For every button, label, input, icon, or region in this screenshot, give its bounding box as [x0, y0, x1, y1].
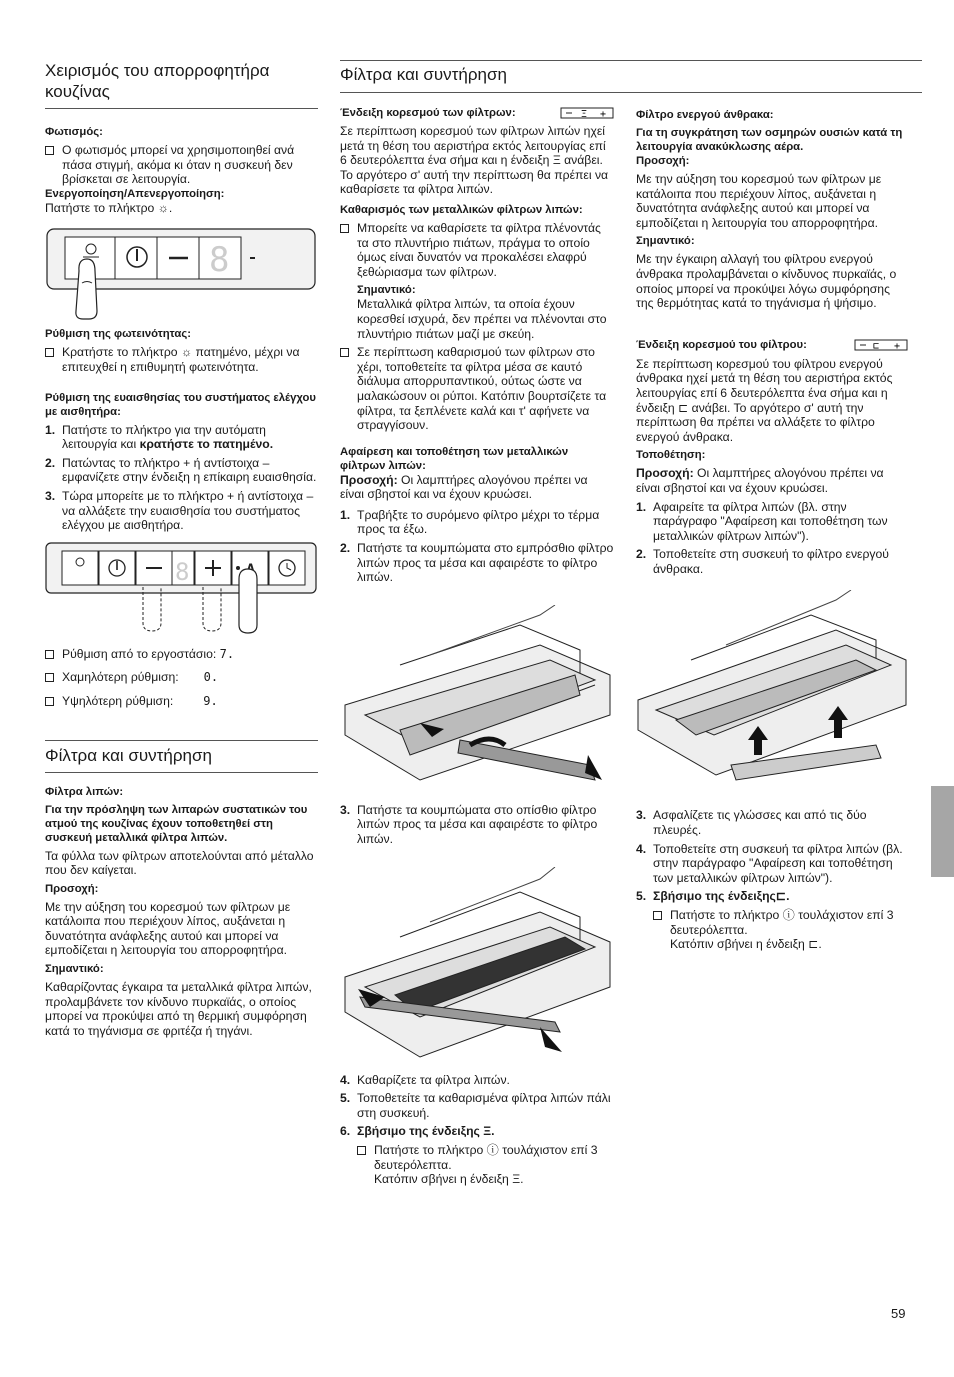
checkbox-bullet-icon	[340, 224, 349, 233]
checkbox-bullet-icon	[340, 348, 349, 357]
checkbox-bullet-icon	[45, 650, 54, 659]
grease-text: Τα φύλλα των φίλτρων αποτελούνται από μέταλλο που δεν καίγεται.	[45, 848, 314, 878]
caution-text: Με την αύξηση του κορεσμού των φίλτρων με κατάλοιπα που περιέχουν λίπος, αυξάνεται η δυνατότητα ανάφλεξης αυτού και μπορεί να εμποδίζεται η λειτουργία του απορροφητήρα.	[45, 899, 291, 958]
sensor-step-1: 1. Πατήστε το πλήκτρο για την αυτόματη λειτουργία και κρατήστε το πατημένο.	[45, 422, 274, 452]
remove-step-3: 3. Πατήστε τα κουμπώματα στο οπίσθιο φίλτρο λιπών προς τα μέσα και αφαιρέστε το φίλτρο λιπών.	[340, 802, 598, 847]
onoff-text: Πατήστε το πλήκτρο ☼.	[45, 200, 173, 215]
lighting-heading: Φωτισμός:	[45, 126, 103, 138]
clean-item-2: Σε περίπτωση καθαρισμού των φίλτρων στο χέρι, τοποθετείτε τα φίλτρα μέσα σε καυτό διάλυμα απορρυπαντικού, ούτως ώστε να μαλακώσουν οι ρύποι. Κατόπιν βουρτσίζετε τα φίλτρα, τα ξεπλένετε καλά και τ' αφήνετε να στραγγίσουν.	[340, 345, 614, 433]
remove-step-4: 4. Καθαρίζετε τα φίλτρα λιπών.	[340, 1072, 510, 1087]
grease-intro: Για την πρόσληψη των λιπαρών συστατικών του ατμού της κουζίνας έχουν τοποθετηθεί στη συσκευή μεταλλικά φίλτρα λιπών.	[45, 803, 308, 844]
fit-step-1: 1. Αφαιρείτε τα φίλτρα λιπών (βλ. στην παράγραφο "Αφαίρεση και τοποθέτηση των μεταλλικών φίλτρων λιπών").	[636, 499, 888, 543]
carbon-intro: Για τη συγκράτηση των οσμηρών ουσιών κατά τη λειτουργία ανακύκλωσης αέρα.	[636, 127, 903, 153]
carbon-important-text: Με την έγκαιρη αλλαγή του φίλτρου ενεργού άνθρακα προλαμβάνεται ο κίνδυνος πυρκαϊάς, ο οποίος μπορεί να προκύψει λόγω συμφόρησης της θερμότητας κατά το τηγάνισμα ή ψήσιμο.	[636, 252, 897, 311]
hood-illustration-rear-filter	[340, 867, 614, 1067]
remove-step-1: 1. Τραβήξτε το συρόμενο φίλτρο μέχρι το τέρμα προς τα έξω.	[340, 507, 600, 537]
brightness-item: Κρατήστε το πλήκτρο ☼ πατημένο, μέχρι να επιτευχθεί η επιθυμητή φωτεινότητα.	[45, 345, 318, 374]
settings-list	[45, 647, 318, 710]
sensor-heading: Ρύθμιση της ευαισθησίας του συστήματος ελέγχου με αισθητήρα:	[45, 391, 316, 418]
column-filters	[340, 106, 614, 1187]
fit-caution: Προσοχή: Οι λαμπτήρες αλογόνου πρέπει να είναι σβηστοί και να έχουν κρυώσει.	[636, 466, 884, 495]
grease-heading: Φίλτρα λιπών:	[45, 785, 124, 798]
column-operation	[45, 60, 318, 1038]
lighting-item: Ο φωτισμός μπορεί να χρησιμοποιηθεί ανά πάσα στιγμή, ακόμα κι όταν η συσκευή δεν βρίσκεται σε λειτουργία.	[45, 143, 318, 187]
carbon-caution-heading: Προσοχή:	[636, 155, 690, 167]
hood-illustration-front-filter	[340, 605, 614, 795]
divider	[340, 60, 922, 61]
checkbox-bullet-icon	[357, 1146, 366, 1155]
checkbox-bullet-icon	[653, 911, 662, 920]
fit-step-2: 2. Τοποθετείτε στη συσκευή το φίλτρο ενεργού άνθρακα.	[636, 547, 889, 576]
sensor-step-3: 3. Τώρα μπορείτε με το πλήκτρο + ή αντίστοιχα – να αλλάξετε την ευαισθησία του συστήματος ελέγχου με αισθητήρα.	[45, 488, 314, 533]
remove-heading: Αφαίρεση και τοποθέτηση των μεταλλικών φίλτρων λιπών:	[340, 445, 569, 472]
svg-text:⊏: ⊏	[873, 340, 880, 352]
sensor-step-2: 2. Πατώντας το πλήκτρο + ή αντίστοιχα – εμφανίζετε στην ένδειξη η επίκαιρη ευαισθησία.	[45, 455, 317, 485]
setting-lowest: Χαμηλότερη ρύθμιση: 0.	[45, 670, 318, 686]
brightness-heading: Ρύθμιση της φωτεινότητας:	[45, 328, 191, 341]
remove-step-6: 6. Σβήσιμο της ένδειξης Ξ.	[340, 1124, 495, 1139]
svg-text:Ξ: Ξ	[581, 109, 588, 120]
carbon-saturation-display-icon	[854, 337, 908, 353]
section-title-operation: Χειρισμός του απορροφητήρα κουζίνας	[45, 61, 270, 101]
important-text: Καθαρίζοντας έγκαιρα τα μεταλλικά φίλτρα λιπών, προλαμβάνετε τον κίνδυνο πυρκαϊάς, ο οποίος μπορεί να προκύψει από τη θερμική συμφόρηση κατά το τηγάνισμα σε φριτέζα ή τηγάνι.	[45, 980, 312, 1038]
clean-important-heading: Σημαντικό:	[357, 284, 416, 297]
setting-factory: Ρύθμιση από το εργοστάσιο: 7.	[45, 647, 318, 663]
setting-highest: Υψηλότερη ρύθμιση: 9.	[45, 694, 318, 710]
checkbox-bullet-icon	[45, 348, 54, 357]
hood-illustration-carbon-filter	[636, 590, 908, 800]
checkbox-bullet-icon	[45, 697, 54, 706]
checkbox-bullet-icon	[45, 673, 54, 682]
fit-step-3: 3. Ασφαλίζετε τις γλώσσες και από τις δύο πλευρές.	[636, 808, 867, 838]
fit-step-4: 4. Τοποθετείτε στη συσκευή τα φίλτρα λιπών (βλ. στην παράγραφο "Αφαίρεση και τοποθέτηση των μεταλλικών φίλτρων λιπών").	[636, 841, 903, 885]
remove-step-2: 2. Πατήστε τα κουμπώματα στο εμπρόσθιο φίλτρο λιπών προς τα μέσα και αφαιρέστε το φίλτρο λιπών.	[340, 541, 614, 585]
checkbox-bullet-icon	[45, 146, 54, 155]
step5-item: Πατήστε το πλήκτρο ⓘ τουλάχιστον επί 3 δευτερόλεπτα. Κατόπιν σβήνει η ένδειξη ⊏.	[636, 908, 908, 952]
onoff-heading: Ενεργοποίηση/Απενεργοποίηση:	[45, 187, 225, 200]
step6-item: Πατήστε το πλήκτρο ⓘ τουλάχιστον επί 3 δευτερόλεπτα. Κατόπιν σβήνει η ένδειξη Ξ.	[340, 1143, 614, 1187]
svg-text:8: 8	[175, 557, 190, 586]
carbon-sat-heading: Ένδειξη κορεσμού του φίλτρου:	[636, 338, 807, 351]
saturation-display-icon	[560, 106, 614, 120]
section-title-filters-main: Φίλτρα και συντήρηση	[340, 65, 507, 84]
section-title-filters: Φίλτρα και συντήρηση	[45, 745, 212, 765]
sat-heading: Ένδειξη κορεσμού των φίλτρων:	[340, 107, 516, 119]
caution-heading: Προσοχή:	[45, 882, 99, 895]
fit-step-5: 5. Σβήσιμο της ένδειξης⊏.	[636, 889, 790, 904]
clean-heading: Καθαρισμός των μεταλλικών φίλτρων λιπών:	[340, 203, 583, 216]
control-panel-illustration-sensor	[45, 539, 318, 639]
svg-text:+: +	[600, 109, 607, 120]
carbon-sat-text: Σε περίπτωση κορεσμού του φίλτρου ενεργού άνθρακα ηχεί μετά τη θέση του αεριστήρα εκτός λειτουργίας επί 6 δευτερόλεπτα ένα σήμα και η ένδειξη ⊏ ανάβει. Το αργότερο σ' αυτή την περίπτωση θα πρέπει να αλλάξετε το φίλτρο ενεργού άνθρακα.	[636, 356, 893, 444]
svg-text:8: 8	[209, 240, 230, 281]
section-tab-marker	[931, 786, 954, 877]
page-number: 59	[891, 1306, 906, 1321]
sat-text: Σε περίπτωση κορεσμού των φίλτρων λιπών ηχεί μετά τη θέση του αεριστήρα εκτός λειτουργίας επί 6 δευτερόλεπτα ένα σήμα και η ένδειξη Ξ ανάβει. Το αργότερο σ' αυτή την περίπτωση θα πρέπει να καθαρίσετε τα φίλτρα λιπών.	[340, 124, 609, 197]
clean-important-text: Μεταλλικά φίλτρα λιπών, τα οποία έχουν κορεσθεί ισχυρά, δεν πρέπει να πλένονται στο πλυντήριο πιάτων μαζί με σκεύη.	[357, 297, 607, 341]
important-heading: Σημαντικό:	[45, 963, 104, 976]
control-panel-illustration-light	[45, 223, 318, 323]
remove-step-5: 5. Τοποθετείτε τα καθαρισμένα φίλτρα λιπών πάλι στη συσκευή.	[340, 1091, 611, 1120]
remove-caution: Προσοχή: Οι λαμπτήρες αλογόνου πρέπει να είναι σβηστοί και να έχουν κρυώσει.	[340, 472, 588, 502]
clean-item-1: Μπορείτε να καθαρίσετε τα φίλτρα πλένοντάς τα στο πλυντήριο πιάτων, πράγμα το οποίο όμως είναι δυνατόν να προκαλέσει ελαφρύ ξεθώριασμα των φίλτρων.	[340, 221, 614, 279]
svg-text:+: +	[894, 340, 901, 352]
column-carbon-filter	[636, 108, 908, 952]
fit-heading: Τοποθέτηση:	[636, 449, 706, 462]
carbon-important-heading: Σημαντικό:	[636, 235, 695, 248]
carbon-caution-text: Με την αύξηση του κορεσμού των φίλτρων με κατάλοιπα που περιέχουν λίπος, αυξάνεται η δυνατότητα ανάφλεξης αυτού και μπορεί να εμποδίζεται η λειτουργία του απορροφητήρα.	[636, 172, 882, 230]
divider	[340, 92, 922, 93]
carbon-heading: Φίλτρο ενεργού άνθρακα:	[636, 109, 774, 121]
